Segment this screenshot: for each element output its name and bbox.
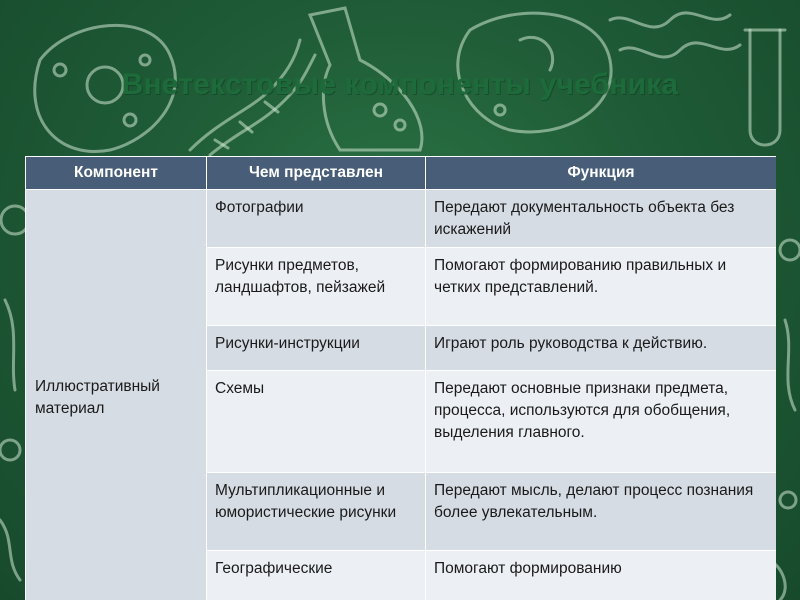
slide-title: Внетекстовые компоненты учебника: [121, 68, 679, 101]
header-component: Компонент: [26, 157, 207, 190]
representation-cell: Фотографии: [207, 190, 426, 248]
representation-cell: Рисунки предметов, ландшафтов, пейзажей: [207, 248, 426, 326]
function-cell: Передают основные признаки предмета, процесса, используются для обобщения, выделения главного.: [426, 371, 777, 473]
representation-cell: Географические: [207, 551, 426, 600]
header-function: Функция: [426, 157, 777, 190]
function-cell: Передают мысль, делают процесс познания более увлекательным.: [426, 473, 777, 551]
representation-cell: Мультипликационные и юмористические рисунки: [207, 473, 426, 551]
representation-cell: Схемы: [207, 371, 426, 473]
table-row: [26, 190, 777, 248]
representation-cell: Рисунки-инструкции: [207, 326, 426, 371]
components-table: [25, 156, 776, 600]
table-header-row: [26, 157, 777, 190]
function-cell: Помогают формированию: [426, 551, 777, 600]
function-cell: Помогают формированию правильных и четких представлений.: [426, 248, 777, 326]
header-representation: Чем представлен: [207, 157, 426, 190]
component-cell: Иллюстративный материал: [26, 190, 207, 600]
function-cell: Играют роль руководства к действию.: [426, 326, 777, 371]
function-cell: Передают документальность объекта без искажений: [426, 190, 777, 248]
components-table-container: [25, 156, 776, 600]
